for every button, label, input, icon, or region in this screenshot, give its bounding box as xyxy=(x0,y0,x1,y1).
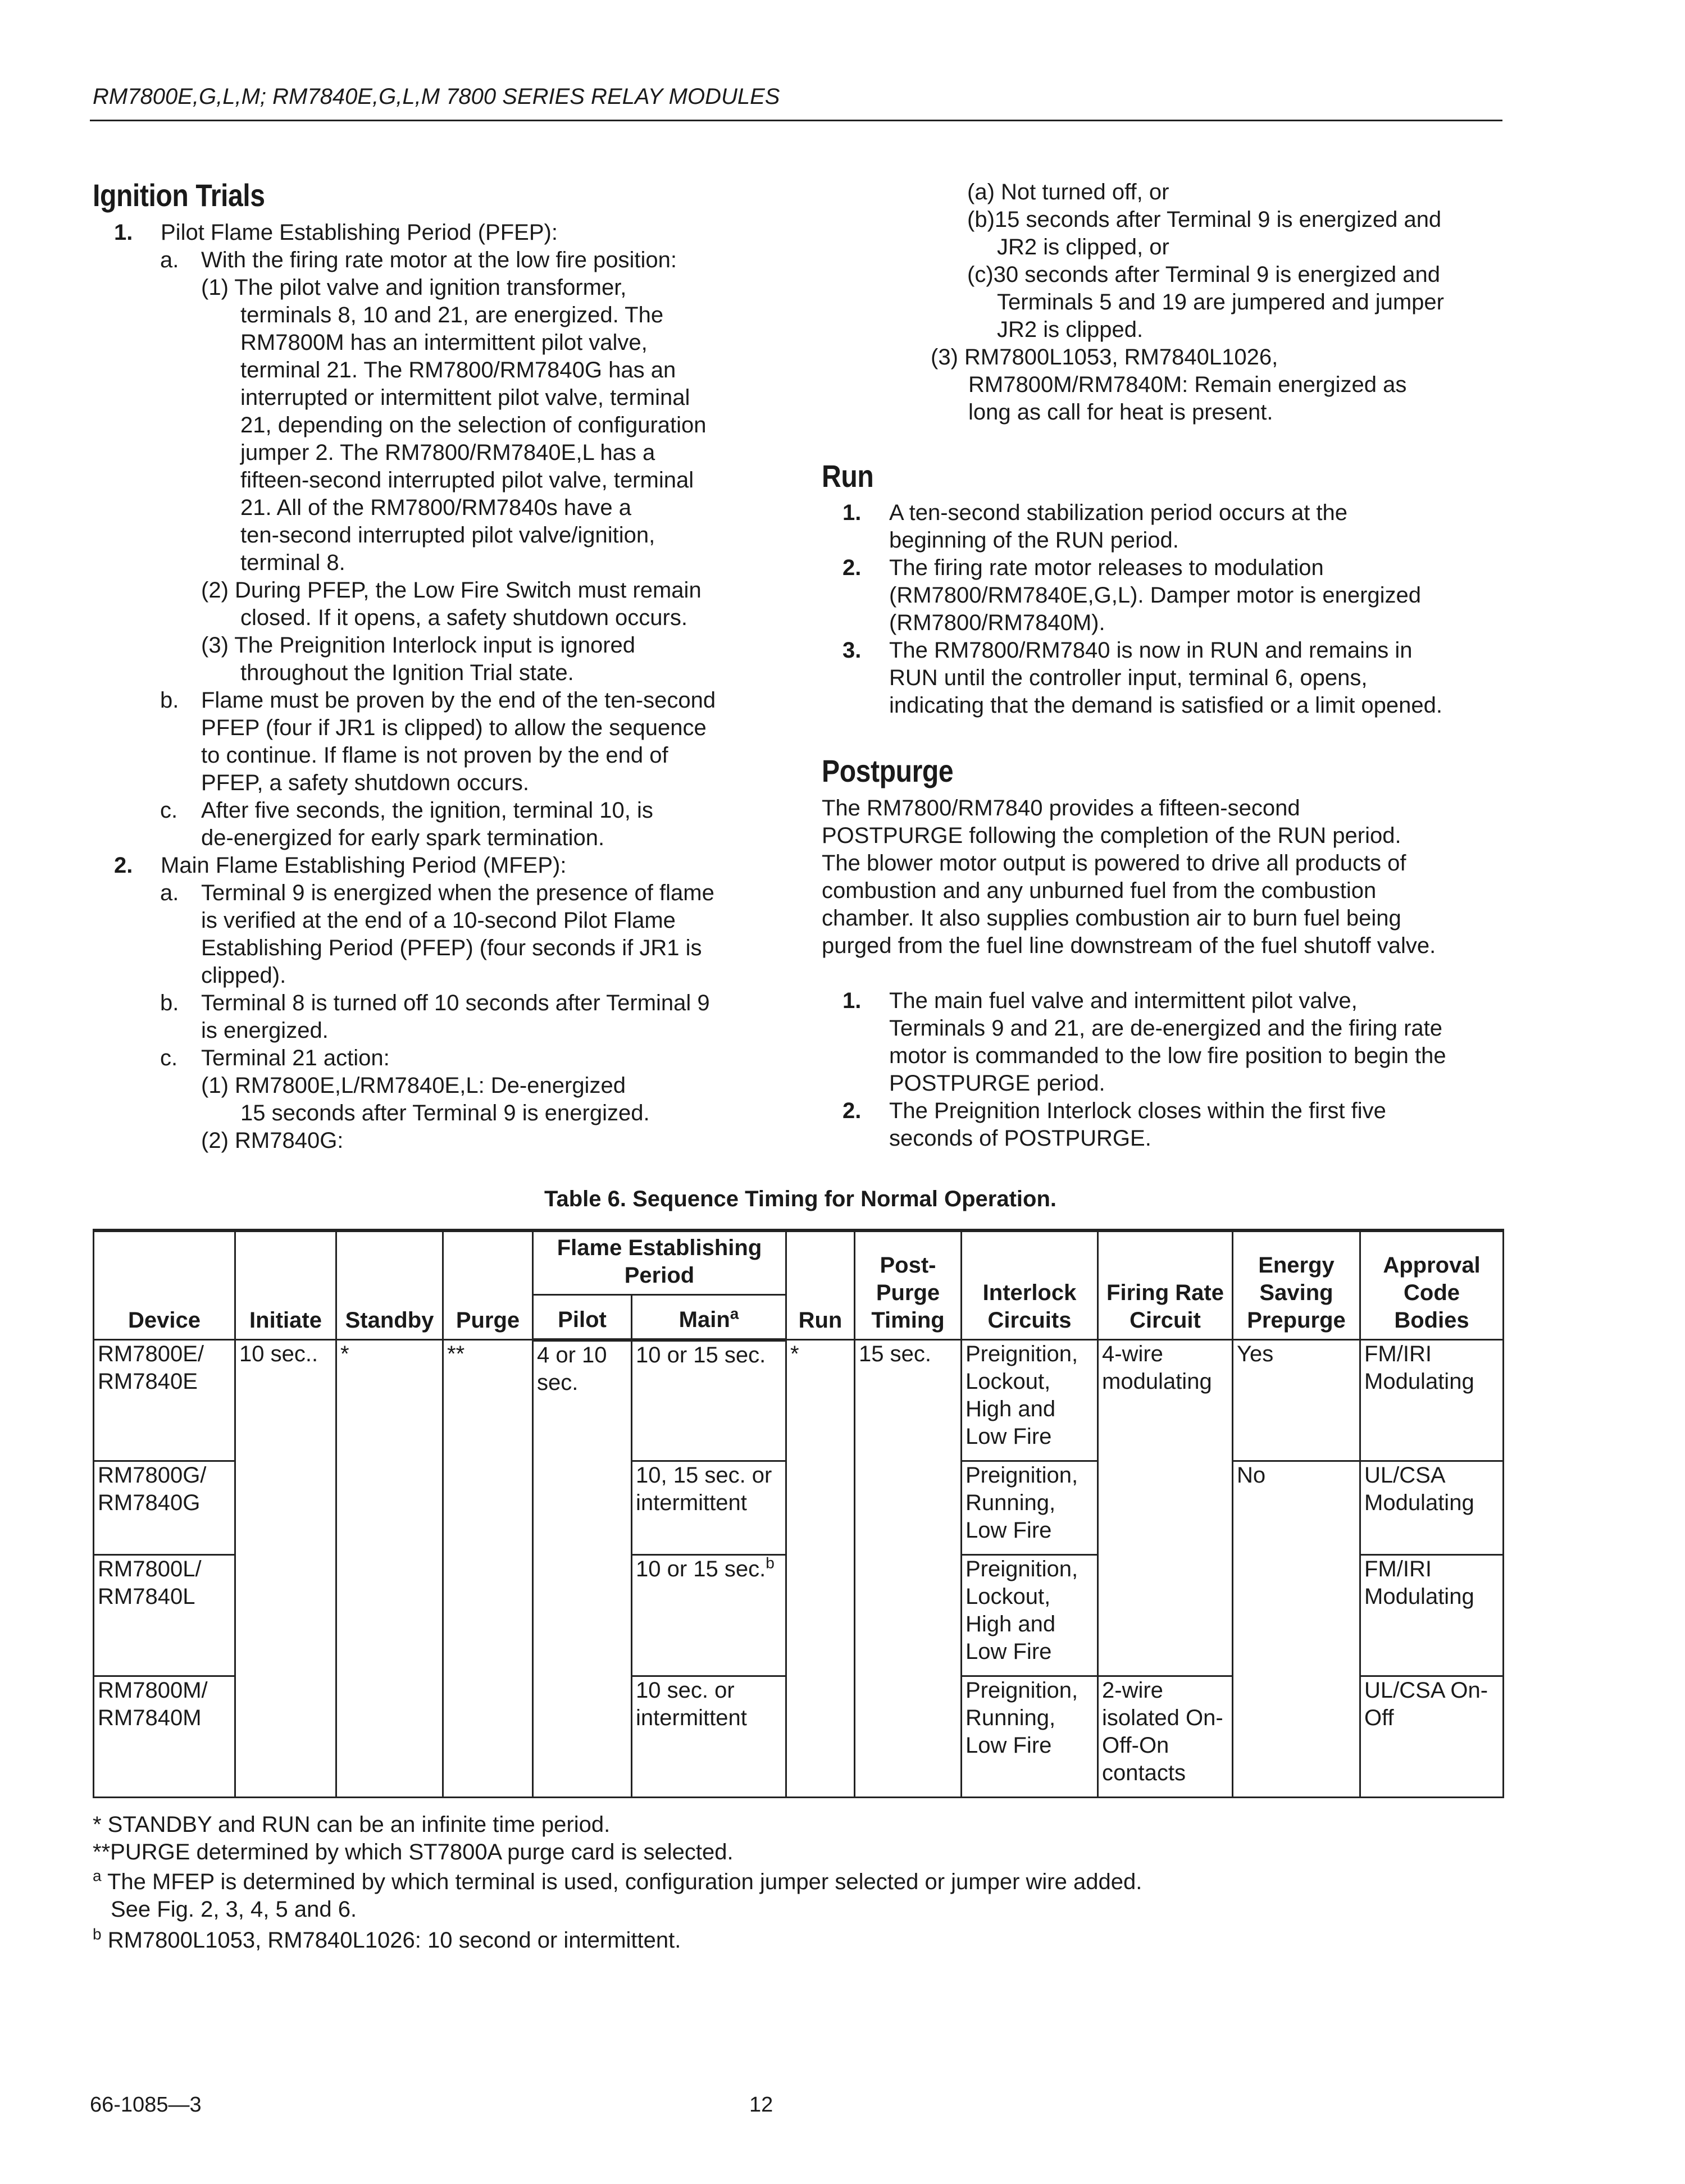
cell-firing-rate: 2-wire isolated On-Off-On contacts xyxy=(1098,1676,1233,1798)
ignition-item1-number: 1. xyxy=(114,220,133,245)
item2a-line: Terminal 9 is energized when the presence of flame xyxy=(201,881,714,905)
item1b-label: b. xyxy=(160,688,179,713)
item2b-line: is energized. xyxy=(201,1018,329,1043)
item1a-sub2-line: (2) During PFEP, the Low Fire Switch must remain xyxy=(201,578,702,603)
table-row xyxy=(94,1340,1504,1461)
item1a-sub3-line: (3) The Preignition Interlock input is ignored xyxy=(201,633,636,658)
postpurge-item-number: 1. xyxy=(842,988,862,1013)
postpurge-item-line: The Preignition Interlock closes within the first five xyxy=(889,1098,1386,1123)
postpurge-para-line: combustion and any unburned fuel from the combustion xyxy=(822,878,1377,903)
col-header-standby: Standby xyxy=(336,1230,443,1340)
postpurge-para-line: POSTPURGE following the completion of the RUN period. xyxy=(822,823,1401,848)
item2c-sub2-title: (2) RM7840G: xyxy=(201,1128,344,1153)
run-item-line: RUN until the controller input, terminal 6, opens, xyxy=(889,665,1368,690)
run-item-number: 2. xyxy=(842,555,862,580)
item1a-sub1-line: RM7800M has an intermittent pilot valve, xyxy=(240,330,648,355)
footnote-b xyxy=(93,1927,681,1954)
item1a-label: a. xyxy=(160,248,179,272)
cell-main: 10, 15 sec. or intermittent xyxy=(632,1461,786,1555)
item1b-line: PFEP (four if JR1 is clipped) to allow the sequence xyxy=(201,715,707,740)
cell-device: RM7800E/ RM7840E xyxy=(94,1340,235,1461)
col-header-energy-saving: Energy Saving Prepurge xyxy=(1233,1230,1360,1340)
cell-interlock: Preignition, Lockout, High and Low Fire xyxy=(962,1340,1098,1461)
item1a-sub1-line: interrupted or intermittent pilot valve, terminal xyxy=(240,385,690,410)
cell-run: * xyxy=(786,1340,855,1798)
cell-interlock: Preignition, Lockout, High and Low Fire xyxy=(962,1555,1098,1676)
main-header-label: Main xyxy=(678,1307,730,1332)
ignition-item2-number: 2. xyxy=(114,853,133,878)
run-item-line: indicating that the demand is satisfied or a limit opened. xyxy=(889,693,1443,718)
item2c-sub1-line: 15 seconds after Terminal 9 is energized. xyxy=(240,1101,650,1125)
item2c-sub3-line: (3) RM7800L1053, RM7840L1026, xyxy=(931,345,1278,370)
main-header-footnote-mark: a xyxy=(730,1305,739,1323)
item2a-line: is verified at the end of a 10-second Pilot Flame xyxy=(201,908,676,933)
run-item-line: The firing rate motor releases to modulation xyxy=(889,555,1324,580)
run-heading: Run xyxy=(822,458,874,494)
item1a-sub2-line: closed. If it opens, a safety shutdown occurs. xyxy=(240,605,687,630)
cell-main: 10 sec. or intermittent xyxy=(632,1676,786,1798)
ignition-item1-title: Pilot Flame Establishing Period (PFEP): xyxy=(161,220,558,245)
postpurge-item-line: motor is commanded to the low fire position to begin the xyxy=(889,1043,1446,1068)
cell-approval: UL/CSA On-Off xyxy=(1360,1676,1504,1798)
cell-purge: ** xyxy=(443,1340,533,1798)
item1a-sub1-line: terminal 8. xyxy=(240,550,345,575)
cell-approval: FM/IRI Modulating xyxy=(1360,1555,1504,1676)
footnote-a-text: The MFEP is determined by which terminal is used, configuration jumper selected or jumper wire added. xyxy=(107,1870,1142,1894)
item2c-sub2b-line: JR2 is clipped, or xyxy=(997,235,1169,259)
postpurge-para-line: The RM7800/RM7840 provides a fifteen-second xyxy=(822,796,1300,820)
postpurge-item-line: Terminals 9 and 21, are de-energized and the firing rate xyxy=(889,1016,1443,1041)
item1a-sub1-line: ten-second interrupted pilot valve/ignition, xyxy=(240,523,655,548)
sequence-timing-table xyxy=(93,1229,1504,1798)
item2c-sub2c-line: JR2 is clipped. xyxy=(997,317,1144,342)
col-header-main xyxy=(632,1295,786,1340)
item2c-sub1-line: (1) RM7800E,L/RM7840E,L: De-energized xyxy=(201,1073,626,1098)
cell-energy-saving: Yes xyxy=(1233,1340,1360,1461)
item2b-line: Terminal 8 is turned off 10 seconds after Terminal 9 xyxy=(201,991,710,1015)
item2c-sub2b-line: (b)15 seconds after Terminal 9 is energized and xyxy=(967,207,1442,232)
footnote-b-text: RM7800L1053, RM7840L1026: 10 second or intermittent. xyxy=(107,1928,681,1953)
item1a-sub1-line: fifteen-second interrupted pilot valve, terminal xyxy=(240,468,694,493)
item1c-label: c. xyxy=(160,798,178,823)
postpurge-para-line: The blower motor output is powered to drive all products of xyxy=(822,851,1406,876)
footnote-star: * STANDBY and RUN can be an infinite time period. xyxy=(93,1812,611,1837)
postpurge-item-line: The main fuel valve and intermittent pilot valve, xyxy=(889,988,1358,1013)
cell-main-footnote-mark: b xyxy=(766,1554,775,1572)
item1a-sub1-line: jumper 2. The RM7800/RM7840E,L has a xyxy=(240,440,655,465)
item2a-line: Establishing Period (PFEP) (four seconds if JR1 is xyxy=(201,936,702,960)
item2a-label: a. xyxy=(160,881,179,905)
footnote-a xyxy=(93,1868,1142,1896)
item2c-sub2c-line: (c)30 seconds after Terminal 9 is energized and xyxy=(967,262,1440,287)
run-item-line: The RM7800/RM7840 is now in RUN and remains in xyxy=(889,638,1413,663)
cell-postpurge: 15 sec. xyxy=(855,1340,962,1798)
item1b-line: PFEP, a safety shutdown occurs. xyxy=(201,770,530,795)
col-header-approval: Approval Code Bodies xyxy=(1360,1230,1504,1340)
run-item-line: A ten-second stabilization period occurs at the xyxy=(889,500,1348,525)
table-caption: Table 6. Sequence Timing for Normal Operation. xyxy=(544,1187,1057,1211)
run-item-number: 3. xyxy=(842,638,862,663)
col-header-pilot: Pilot xyxy=(533,1295,632,1340)
cell-initiate: 10 sec.. xyxy=(235,1340,336,1798)
footnote-a-mark: a xyxy=(93,1867,102,1885)
item1b-line: Flame must be proven by the end of the ten-second xyxy=(201,688,716,713)
col-header-flame-establishing: Flame Establishing Period xyxy=(533,1230,786,1295)
cell-approval: UL/CSA Modulating xyxy=(1360,1461,1504,1555)
col-header-interlock: Interlock Circuits xyxy=(962,1230,1098,1340)
col-header-device: Device xyxy=(94,1230,235,1340)
cell-device: RM7800M/ RM7840M xyxy=(94,1676,235,1798)
postpurge-item-line: seconds of POSTPURGE. xyxy=(889,1126,1151,1151)
item2c-sub3-line: long as call for heat is present. xyxy=(968,400,1273,425)
header-divider xyxy=(90,120,1502,121)
run-item-line: (RM7800/RM7840E,G,L). Damper motor is energized xyxy=(889,583,1422,608)
col-header-run: Run xyxy=(786,1230,855,1340)
item1a-text: With the firing rate motor at the low fire position: xyxy=(201,248,677,272)
item2c-label: c. xyxy=(160,1046,178,1070)
postpurge-heading: Postpurge xyxy=(822,753,954,788)
item1b-line: to continue. If flame is not proven by the end of xyxy=(201,743,668,768)
cell-main xyxy=(632,1555,786,1676)
cell-main: 10 or 15 sec. xyxy=(632,1340,786,1461)
run-item-number: 1. xyxy=(842,500,862,525)
item1c-line: After five seconds, the ignition, terminal 10, is xyxy=(201,798,653,823)
cell-standby: * xyxy=(336,1340,443,1798)
item2a-line: clipped). xyxy=(201,963,286,988)
postpurge-item-line: POSTPURGE period. xyxy=(889,1071,1105,1096)
item1c-line: de-energized for early spark termination. xyxy=(201,826,605,850)
postpurge-para-line: purged from the fuel line downstream of the fuel shutoff valve. xyxy=(822,933,1436,958)
col-header-purge: Purge xyxy=(443,1230,533,1340)
run-item-line: (RM7800/RM7840M). xyxy=(889,610,1105,635)
col-header-initiate: Initiate xyxy=(235,1230,336,1340)
page-number: 12 xyxy=(749,2093,773,2117)
ignition-item2-title: Main Flame Establishing Period (MFEP): xyxy=(161,853,567,878)
item2b-label: b. xyxy=(160,991,179,1015)
item1a-sub1-line: terminals 8, 10 and 21, are energized. The xyxy=(240,303,664,327)
cell-device: RM7800L/ RM7840L xyxy=(94,1555,235,1676)
item1a-sub1-line: (1) The pilot valve and ignition transformer, xyxy=(201,275,627,300)
cell-device: RM7800G/ RM7840G xyxy=(94,1461,235,1555)
cell-main-text: 10 or 15 sec. xyxy=(636,1557,766,1581)
item1a-sub3-line: throughout the Ignition Trial state. xyxy=(240,660,574,685)
col-header-postpurge: Post-Purge Timing xyxy=(855,1230,962,1340)
postpurge-item-number: 2. xyxy=(842,1098,862,1123)
footnote-b-mark: b xyxy=(93,1925,102,1943)
cell-interlock: Preignition, Running, Low Fire xyxy=(962,1676,1098,1798)
run-item-line: beginning of the RUN period. xyxy=(889,528,1179,553)
ignition-trials-heading: Ignition Trials xyxy=(93,177,265,213)
footnote-a-line2: See Fig. 2, 3, 4, 5 and 6. xyxy=(111,1897,357,1922)
cell-energy-saving: No xyxy=(1233,1461,1360,1798)
document-number: 66-1085—3 xyxy=(90,2093,202,2117)
cell-pilot: 4 or 10 sec. xyxy=(533,1340,632,1798)
item2c-sub2c-line: Terminals 5 and 19 are jumpered and jumper xyxy=(997,290,1444,314)
item1a-sub1-line: 21. All of the RM7800/RM7840s have a xyxy=(240,495,631,520)
item2c-sub2a: (a) Not turned off, or xyxy=(967,180,1169,204)
item1a-sub1-line: 21, depending on the selection of configuration xyxy=(240,413,707,437)
col-header-firing-rate: Firing Rate Circuit xyxy=(1098,1230,1233,1340)
postpurge-para-line: chamber. It also supplies combustion air to burn fuel being xyxy=(822,906,1401,931)
cell-approval: FM/IRI Modulating xyxy=(1360,1340,1504,1461)
cell-firing-rate: 4-wire modulating xyxy=(1098,1340,1233,1676)
running-header: RM7800E,G,L,M; RM7840E,G,L,M 7800 SERIES RELAY MODULES xyxy=(93,84,780,109)
footnote-double-star: **PURGE determined by which ST7800A purge card is selected. xyxy=(93,1840,734,1864)
item2c-text: Terminal 21 action: xyxy=(201,1046,390,1070)
item1a-sub1-line: terminal 21. The RM7800/RM7840G has an xyxy=(240,358,676,382)
cell-interlock: Preignition, Running, Low Fire xyxy=(962,1461,1098,1555)
item2c-sub3-line: RM7800M/RM7840M: Remain energized as xyxy=(968,372,1407,397)
